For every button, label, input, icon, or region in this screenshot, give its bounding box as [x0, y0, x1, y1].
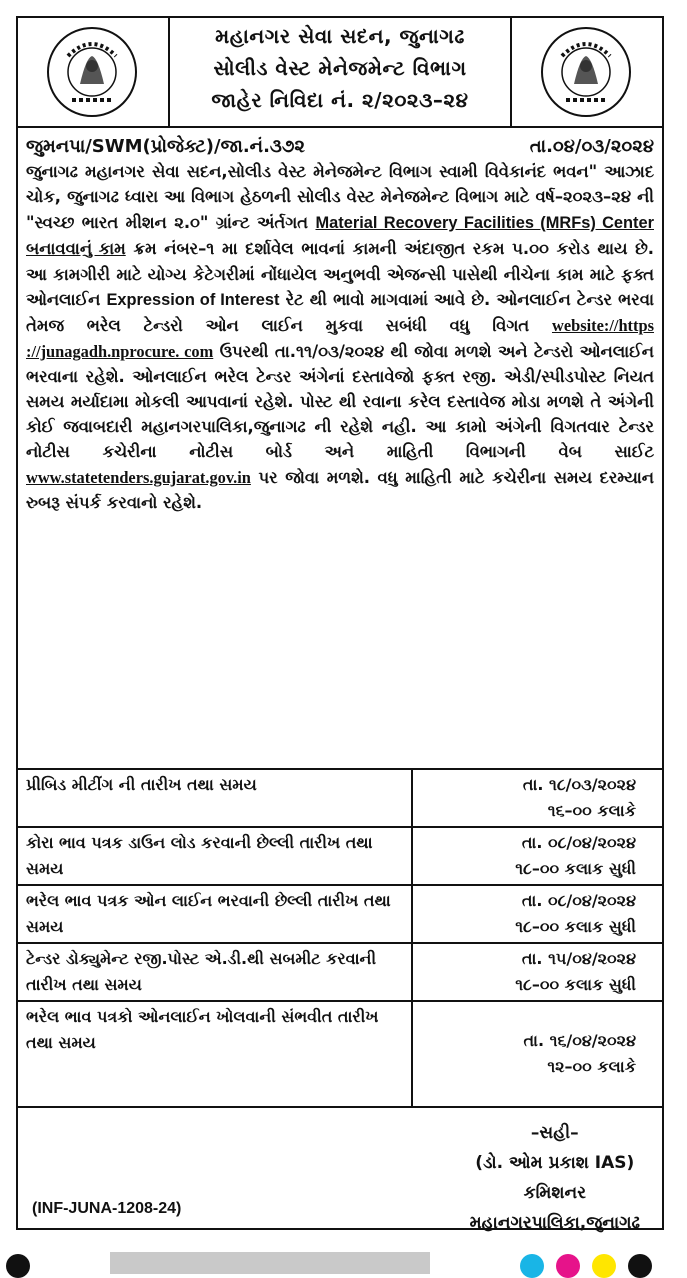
black-registration-dot-icon	[6, 1254, 30, 1278]
schedule-time: ૧૨–૦૦ કલાકે	[547, 1057, 636, 1076]
nprocure-website-link[interactable]: website://https ://junagadh.nprocure. com	[26, 316, 654, 361]
table-row	[18, 1001, 662, 1107]
statetenders-website-link[interactable]: www.statetenders.gujarat.gov.in	[26, 467, 251, 487]
header-line-3: જાહેર નિવિદા નં. ૨/૨૦૨૩–૨૪	[211, 88, 469, 112]
header-line-1: મહાનગર સેવા સદન, જુનાગઢ	[215, 24, 465, 48]
schedule-item: ભરેલ ભાવ પત્રક ઓન લાઈન ભરવાની છેલ્લી તારીખ તથા સમય	[18, 885, 412, 943]
cyan-registration-dot-icon	[520, 1254, 544, 1278]
schedule-date: તા. ૧૬/૦૪/૨૦૨૪	[523, 1031, 636, 1050]
schedule-date: તા. ૧૫/૦૪/૨૦૨૪	[521, 949, 636, 968]
schedule-date: તા. ૦૮/૦૪/૨૦૨૪	[521, 891, 636, 910]
notice-text-1: જુનાગઢ મહાનગર સેવા સદન,સોલીડ વેસ્ટ મેનેજમેન્ટ વિભાગ સ્વામી વિવેકાનંદ ભવન" આઝાદ ચોક, જુનાગઢ ધ્વારા આ વિભાગ હેઠળની સોલીડ વેસ્ટ મેનેજમેન્ટ વિભાગ માટે વર્ષ–૨૦૨૩–૨૪ ની "સ્વચ્છ ભારત મીશન ૨.૦" ગ્રાંન્ટ અંર્તગત	[26, 162, 654, 232]
table-row	[18, 885, 662, 943]
signatory-title: કમિશનર	[523, 1183, 586, 1203]
schedule-time: ૧૮–૦૦ કલાક સુધી	[515, 859, 636, 878]
notice-text-4: ઉપરથી તા.૧૧/૦૩/૨૦૨૪ થી જોવા મળશે અને ટેન્ડરો ઓનલાઈન ભરવાના રહેશે. ઓનલાઈન ભરેલ ટેન્ડર અંગેનાં દસ્તાવેજો ફક્ત રજી. એડી/સ્પીડપોસ્ટ નિયત સમય મર્યાદામા મોકલી આપવાનાં રહેશે. પોસ્ટ થી રવાના કરેલ દસ્તાવેજ મોડા મળશે તે અંગેની કોઈ જવાબદારી મહાનગરપાલિકા,જુનાગઢ ની રહેશે નહી. આ કામો અંગેની વિગતવાર ટેન્ડર નોટીસ કચેરીના નોટીસ બોર્ડ અને માહિતી વિભાગની વેબ સાઈટ	[26, 341, 654, 462]
schedule-table	[18, 768, 662, 1108]
schedule-when	[412, 885, 662, 943]
table-row	[18, 769, 662, 827]
schedule-time: ૧૮–૦૦ કલાક સુધી	[515, 975, 636, 994]
schedule-when	[412, 943, 662, 1001]
print-registration-strip	[0, 1248, 687, 1271]
schedule-item: ભરેલ ભાવ પત્રકો ઓનલાઈન ખોલવાની સંભવીત તારીખ તથા સમય	[18, 1001, 412, 1107]
signatory-name: (ડો. ઓમ પ્રકાશ IAS)	[475, 1153, 635, 1173]
signature-mark: –સહી–	[530, 1123, 579, 1143]
notice-date: તા.૦૪/૦૩/૨૦૨૪	[529, 136, 654, 157]
schedule-when	[412, 769, 662, 827]
yellow-registration-dot-icon	[592, 1254, 616, 1278]
schedule-item: કોરા ભાવ પત્રક ડાઉન લોડ કરવાની છેલ્લી તારીખ તથા સમય	[18, 827, 412, 885]
table-row	[18, 827, 662, 885]
reference-number: જુમનપા/SWM(પ્રોજેક્ટ)/જા.નં.૩૭૨	[26, 136, 305, 157]
tender-notice	[16, 16, 664, 1233]
seal-left	[18, 18, 170, 126]
black-registration-dot-icon	[628, 1254, 652, 1278]
header-line-2: સોલીડ વેસ્ટ મેનેજમેન્ટ વિભાગ	[213, 56, 467, 80]
notice-text-2: ક્રમ નંબર–૧ મા દર્શાવેલ ભાવનાં કામની અંદાજીત રકમ ૫.૦૦ કરોડ થાય છે. આ કામગીરી માટે યોગ્ય કેટેગરીમાં નોંધાયેલ અનુભવી એજન્સી પાસેથી નીચેના કામ માટે ફક્ત ઓનલાઈન	[26, 238, 654, 310]
schedule-when	[412, 827, 662, 885]
schedule-when	[412, 1001, 662, 1107]
municipal-seal-icon	[540, 26, 632, 118]
inf-code: (INF-JUNA-1208-24)	[32, 1200, 182, 1217]
notice-paragraph	[26, 159, 654, 515]
notice-text-3: રેટ થી ભાવો માગવામાં આવે છે. ઓનલાઈન ટેન્ડર ભરવા તેમજ ભરેલ ટેન્ડરો ઓન લાઈન મુકવા સબંધી વધુ વિગત	[26, 290, 654, 336]
schedule-item: પ્રીબિડ મીટીંગ ની તારીખ તથા સમય	[18, 769, 412, 827]
notice-body	[26, 134, 654, 515]
schedule-time: ૧૮–૦૦ કલાક સુધી	[515, 917, 636, 936]
schedule-date: તા. ૦૮/૦૪/૨૦૨૪	[521, 833, 636, 852]
reference-line	[26, 134, 654, 159]
table-row	[18, 943, 662, 1001]
signatory-organization: મહાનગરપાલિકા,જુનાગઢ	[469, 1213, 640, 1233]
eoi-text: Expression of Interest	[106, 291, 280, 310]
seal-right	[510, 18, 662, 126]
schedule-date: તા. ૧૮/૦૩/૨૦૨૪	[522, 775, 636, 794]
notice-header	[18, 18, 662, 128]
signature-block	[470, 1118, 640, 1238]
magenta-registration-dot-icon	[556, 1254, 580, 1278]
work-title: Material Recovery Facilities (MRFs) Center બનાવવાનું કામ	[26, 213, 654, 258]
schedule-time: ૧૬–૦૦ કલાકે	[547, 801, 636, 820]
municipal-seal-icon	[46, 26, 138, 118]
notice-text-5: પર જોવા મળશે. વધુ માહિતી માટે કચેરીના સમય દરમ્યાન રુબરૂ સંપર્ક કરવાનો રહેશે.	[26, 467, 654, 512]
schedule-item: ટેન્ડર ડોક્યુમેન્ટ રજી.પોસ્ટ એ.ડી.થી સબમીટ કરવાની તારીખ તથા સમય	[18, 943, 412, 1001]
